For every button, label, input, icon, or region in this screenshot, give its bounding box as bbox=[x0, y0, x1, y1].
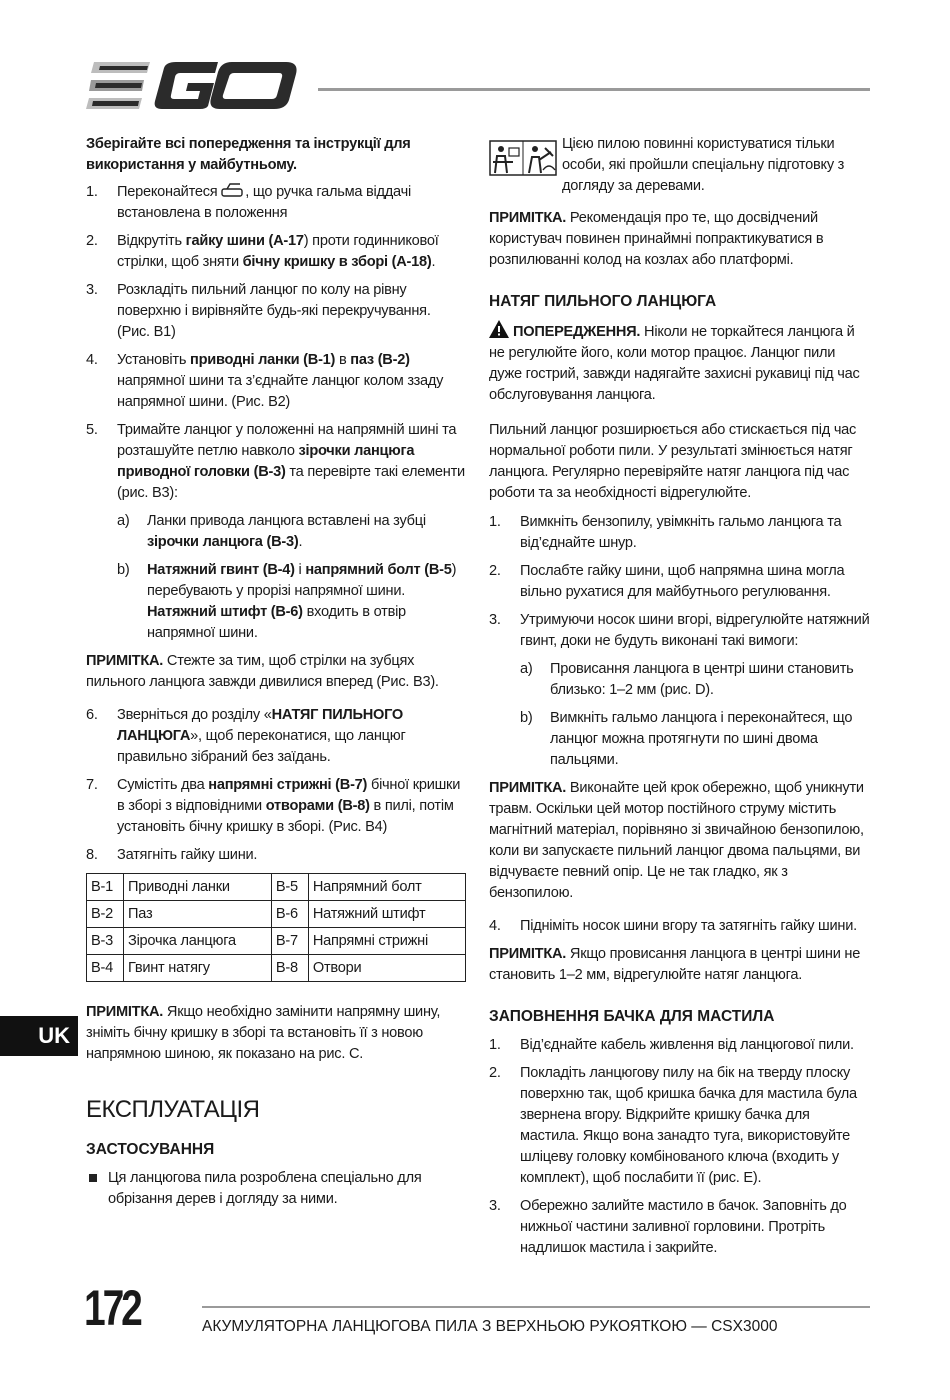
square-bullet-icon bbox=[89, 1174, 97, 1182]
list-item: 2. Відкрутіть гайку шини (A-17) проти годинникової стрілки, щоб зняти бічну кришку в зборі (A-18). bbox=[86, 233, 439, 270]
list-item: 4. Підніміть носок шини вгору та затягніть гайку шини. bbox=[489, 918, 857, 934]
list-item: 3. Обережно залийте мастило в бачок. Заповніть до нижньої частини заливної горловини. Протріть надлишок мастила і закрийте. bbox=[489, 1198, 847, 1256]
bullet-item: Ця ланцюгова пила розроблена спеціально для обрізання дерев і догляду за ними. bbox=[86, 1168, 466, 1210]
list-item: 6. Зверніться до розділу «НАТЯГ ПИЛЬНОГО ЛАНЦЮГА», щоб переконатися, що ланцюг правильно зібраний без заїдань. bbox=[86, 707, 406, 765]
list-item: 4. Установіть приводні ланки (B-1) в паз (B-2) напрямної шини та з’єднайте ланцюг колом ззаду напрямної шини. (Рис. B2) bbox=[86, 352, 444, 410]
list-item bbox=[86, 182, 466, 224]
table-row: B-3 Зірочка ланцюга B-7 Напрямні стрижні bbox=[87, 928, 466, 955]
list-item: 2. Покладіть ланцюгову пилу на бік на тверду плоску поверхню так, щоб кришка бачка для мастила була звернена вгору. Відкрийте кришку бачка для мастила. Якщо вона занадто туга, використовуйте шліцеву головку комбінованого ключа (входить у комплект), щоб послабити її (рис. E). bbox=[489, 1065, 857, 1186]
sub-list-item: a) Ланки привода ланцюга вставлені на зубці зірочки ланцюга (B-3). bbox=[117, 513, 426, 550]
table-row: B-2 Паз B-6 Натяжний штифт bbox=[87, 901, 466, 928]
sub-list-item: b) Вимкніть гальмо ланцюга і переконайтеся, що ланцюг можна протягнути по шині двома пальцями. bbox=[520, 710, 853, 768]
page-number: 172 bbox=[84, 1280, 140, 1336]
trained-operator-icon bbox=[489, 140, 557, 176]
section-title: ЕКСПЛУАТАЦІЯ bbox=[86, 1096, 260, 1123]
note: ПРИМІТКА. Якщо необхідно замінити напрямну шину, зніміть бічну кришку в зборі та встановіть її з новою напрямною шиною, як показано на рис. C. bbox=[86, 1004, 441, 1062]
subsection-title: ЗАПОВНЕННЯ БАЧКА ДЛЯ МАСТИЛА bbox=[489, 1008, 775, 1025]
subsection-title: ЗАСТОСУВАННЯ bbox=[86, 1141, 215, 1158]
warning: ПОПЕРЕДЖЕННЯ. Ніколи не торкайтеся ланцюга й не регулюйте його, коли мотор працює. Ланцюг пили дуже гострий, завжди надягайте захисні рукавиці під час обслуговування ланцюга. bbox=[489, 320, 871, 406]
language-tab: UK bbox=[0, 1016, 78, 1056]
list-item: 7. Сумістіть два напрямні стрижні (B-7) бічної кришки в зборі з відповідними отворами (B-8) в пилі, потім установіть бічну кришку в зборі. (Рис. B4) bbox=[86, 777, 461, 835]
sub-list-item: a) Провисання ланцюга в центрі шини становить близько: 1–2 мм (рис. D). bbox=[520, 661, 854, 698]
item-number: 1. bbox=[86, 184, 98, 200]
table-row: B-4 Гвинт натягу B-8 Отвори bbox=[87, 955, 466, 982]
sub-list-item: b) Натяжний гвинт (B-4) і напрямний болт (B-5) перебувають у прорізі напрямної шини. Натяжний штифт (B-6) входить в отвір напрямної шини. bbox=[117, 562, 457, 641]
footer-rule bbox=[202, 1306, 870, 1308]
header-rule bbox=[318, 88, 870, 91]
list-item: 1. Від’єднайте кабель живлення від ланцюгової пили. bbox=[489, 1037, 854, 1053]
note: ПРИМІТКА. Стежте за тим, щоб стрілки на зубцях пильного ланцюга завжди дивилися вперед (Рис. B3). bbox=[86, 653, 439, 690]
list-item: 5. Тримайте ланцюг у положенні на напрямній шині та розташуйте петлю навколо зірочки ланцюга приводної головки (B-3) та перевірте такі елементи (рис. B3): bbox=[86, 422, 465, 501]
intro-text: Зберігайте всі попередження та інструкції для використання у майбутньому. bbox=[86, 136, 411, 173]
warning-triangle-icon bbox=[489, 320, 509, 338]
list-item: 3. Утримуючи носок шини вгорі, відрегулюйте натяжний гвинт, доки не будуть виконані такі вимоги: bbox=[489, 612, 870, 649]
paragraph: Пильний ланцюг розширюється або стискається під час нормальної роботи пили. У результаті змінюється натяг ланцюга. Регулярно перевіряйте натяг ланцюга під час роботи та за необхідності відрегулюйте. bbox=[489, 422, 857, 501]
left-column bbox=[86, 134, 466, 1210]
list-item: 2. Послабте гайку шини, щоб напрямна шина могла вільно рухатися для майбутнього регулювання. bbox=[489, 563, 845, 600]
trained-operator-notice bbox=[489, 134, 871, 197]
parts-table bbox=[86, 873, 466, 982]
right-column bbox=[489, 134, 871, 1266]
trained-text: Цією пилою повинні користуватися тільки особи, які пройшли спеціальну підготовку з догляду за деревами. bbox=[562, 136, 845, 194]
note: ПРИМІТКА. Якщо провисання ланцюга в центрі шини не становить 1–2 мм, відрегулюйте натяг ланцюга. bbox=[489, 946, 861, 983]
table-row: B-1 Приводні ланки B-5 Напрямний болт bbox=[87, 874, 466, 901]
item-text: Переконайтеся , що ручка гальма віддачі встановлена в положення bbox=[117, 184, 411, 221]
note: ПРИМІТКА. Виконайте цей крок обережно, щоб уникнути травм. Оскільки цей мотор постійного струму містить магнітний матеріал, порівняно зі звичайною бензопилою, коли ви запускаєте пильний ланцюг двома пальцями, ви відчуваєте певний опір. Це не так гладко, як з бензопилою. bbox=[489, 780, 864, 901]
note: ПРИМІТКА. Рекомендація про те, що досвідчений користувач повинен принаймні попрактикуватися в розпилюванні колод на козлах або платформі. bbox=[489, 210, 824, 268]
brake-handle-icon bbox=[221, 183, 245, 197]
subsection-title: НАТЯГ ПИЛЬНОГО ЛАНЦЮГА bbox=[489, 293, 717, 310]
list-item: 8. Затягніть гайку шини. bbox=[86, 847, 258, 863]
list-item: 1. Вимкніть бензопилу, увімкніть гальмо ланцюга та від’єднайте шнур. bbox=[489, 514, 842, 551]
ego-logo bbox=[86, 62, 298, 114]
list-item: 3. Розкладіть пильний ланцюг по колу на рівну поверхню і вирівняйте будь-які перекручування. (Рис. B1) bbox=[86, 282, 431, 340]
footer-title: АКУМУЛЯТОРНА ЛАНЦЮГОВА ПИЛА З ВЕРХНЬОЮ РУКОЯТКОЮ — CSX3000 bbox=[202, 1318, 778, 1335]
